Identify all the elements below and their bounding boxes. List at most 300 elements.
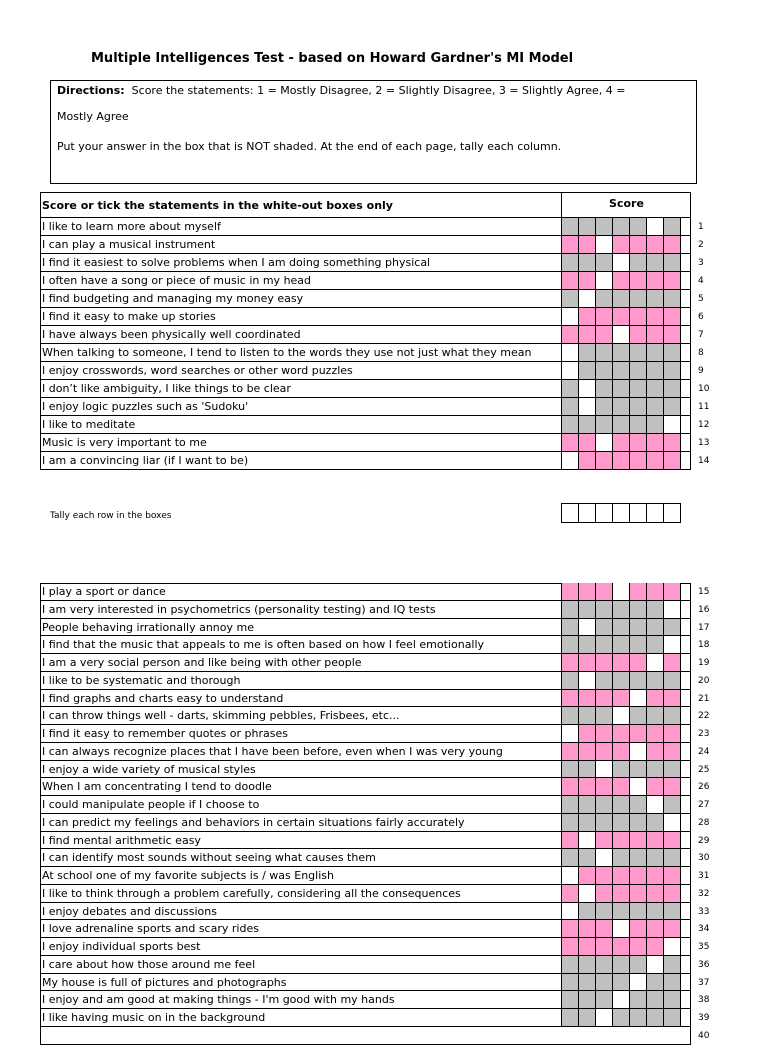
score-input-cell[interactable]: [562, 867, 579, 884]
row-number: 19: [698, 658, 710, 668]
row-number: 7: [698, 330, 704, 340]
shaded-cell: [613, 903, 630, 920]
table-row: [40, 956, 691, 974]
shaded-cell: [664, 849, 681, 866]
row-number: 10: [698, 384, 710, 394]
shaded-cell: [596, 778, 613, 795]
shaded-cell: [613, 814, 630, 831]
shaded-cell: [613, 218, 630, 235]
row-number: 15: [698, 587, 710, 597]
table-row: [40, 236, 691, 254]
shaded-cell: [647, 290, 664, 307]
score-cells: [561, 778, 681, 795]
shaded-cell: [579, 849, 596, 866]
table-row: [40, 725, 691, 743]
shaded-cell: [630, 956, 647, 973]
shaded-cell: [596, 344, 613, 361]
shaded-cell: [613, 1009, 630, 1026]
tally-box[interactable]: [664, 504, 681, 522]
score-input-cell[interactable]: [596, 236, 613, 253]
row-number: 6: [698, 312, 704, 322]
directions-line-1: [57, 84, 626, 97]
table-row: [40, 218, 691, 236]
shaded-cell: [562, 690, 579, 707]
shaded-cell: [664, 761, 681, 778]
shaded-cell: [630, 398, 647, 415]
shaded-cell: [613, 434, 630, 451]
score-cells: [561, 1009, 681, 1026]
shaded-cell: [647, 1009, 664, 1026]
shaded-cell: [630, 272, 647, 289]
shaded-cell: [664, 272, 681, 289]
table-row: [40, 690, 691, 708]
score-input-cell[interactable]: [630, 690, 647, 707]
score-input-cell[interactable]: [630, 743, 647, 760]
statement-text: I care about how those around me feel: [42, 957, 256, 971]
shaded-cell: [613, 849, 630, 866]
shaded-cell: [579, 867, 596, 884]
shaded-cell: [613, 272, 630, 289]
row-number: 32: [698, 888, 710, 899]
score-input-cell[interactable]: [613, 326, 630, 343]
score-cells: [561, 636, 681, 653]
statement-text: I enjoy crosswords, word searches or other word puzzles: [42, 364, 353, 377]
shaded-cell: [664, 743, 681, 760]
shaded-cell: [647, 725, 664, 742]
shaded-cell: [562, 380, 579, 397]
shaded-cell: [579, 761, 596, 778]
score-input-cell[interactable]: [664, 814, 681, 831]
shaded-cell: [613, 619, 630, 636]
table-row: [40, 290, 691, 308]
score-cells: [561, 956, 681, 973]
shaded-cell: [613, 956, 630, 973]
table-row: [40, 903, 691, 921]
score-cells: [561, 218, 681, 235]
shaded-cell: [613, 690, 630, 707]
shaded-cell: [613, 236, 630, 253]
shaded-cell: [613, 761, 630, 778]
statement-text: Music is very important to me: [42, 436, 207, 449]
statement-text: I don’t like ambiguity, I like things to be clear: [42, 382, 291, 395]
row-number: 31: [698, 871, 710, 881]
statement-text: I play a sport or dance: [42, 585, 166, 598]
shaded-cell: [579, 344, 596, 361]
shaded-cell: [630, 903, 647, 920]
shaded-cell: [596, 974, 613, 991]
shaded-cell: [630, 707, 647, 724]
shaded-cell: [613, 380, 630, 397]
statement-text: I find that the music that appeals to me is often based on how I feel emotionally: [42, 638, 485, 652]
shaded-cell: [630, 672, 647, 689]
score-input-cell[interactable]: [664, 938, 681, 955]
shaded-cell: [562, 236, 579, 253]
table-row: [40, 398, 691, 416]
row-number: 17: [698, 622, 710, 633]
score-input-cell[interactable]: [562, 452, 579, 469]
shaded-cell: [647, 778, 664, 795]
shaded-cell: [596, 885, 613, 902]
statement-text: I like to think through a problem carefully, considering all the consequences: [42, 886, 461, 900]
score-cells: [561, 672, 681, 689]
shaded-cell: [664, 672, 681, 689]
shaded-cell: [647, 434, 664, 451]
statement-text: I can play a musical instrument: [42, 238, 216, 251]
shaded-cell: [630, 583, 647, 600]
table-row: [40, 272, 691, 290]
shaded-cell: [664, 290, 681, 307]
shaded-cell: [647, 452, 664, 469]
score-cells: [561, 832, 681, 849]
shaded-cell: [664, 434, 681, 451]
score-input-cell[interactable]: [613, 583, 630, 600]
shaded-cell: [664, 867, 681, 884]
shaded-cell: [596, 832, 613, 849]
shaded-cell: [664, 236, 681, 253]
score-cells: [561, 974, 681, 991]
statement-text: I like having music on in the background: [42, 1011, 266, 1024]
score-cells: [561, 885, 681, 902]
score-input-cell[interactable]: [664, 636, 681, 653]
shaded-cell: [647, 849, 664, 866]
statement-text: I enjoy and am good at making things - I'm good with my hands: [42, 993, 395, 1007]
tally-box[interactable]: [630, 504, 647, 522]
shaded-cell: [596, 218, 613, 235]
shaded-cell: [630, 362, 647, 379]
shaded-cell: [596, 903, 613, 920]
statement-text: I find it easy to remember quotes or phrases: [42, 727, 288, 740]
shaded-cell: [562, 796, 579, 813]
score-cells: [561, 654, 681, 671]
score-input-cell[interactable]: [579, 290, 596, 307]
score-input-cell[interactable]: [579, 398, 596, 415]
shaded-cell: [562, 583, 579, 600]
row-number: 14: [698, 456, 710, 466]
shaded-cell: [630, 938, 647, 955]
score-input-cell[interactable]: [647, 956, 664, 973]
row-number: 13: [698, 438, 710, 448]
shaded-cell: [664, 725, 681, 742]
score-cells: [561, 796, 681, 813]
shaded-cell: [562, 434, 579, 451]
score-cells: [561, 601, 681, 618]
shaded-cell: [647, 938, 664, 955]
score-input-cell[interactable]: [664, 416, 681, 433]
tally-label: Tally each row in the boxes: [50, 511, 172, 521]
table-row: [40, 344, 691, 362]
shaded-cell: [630, 1009, 647, 1026]
shaded-cell: [630, 452, 647, 469]
shaded-cell: [664, 991, 681, 1008]
shaded-cell: [562, 636, 579, 653]
shaded-cell: [647, 380, 664, 397]
shaded-cell: [613, 636, 630, 653]
shaded-cell: [664, 362, 681, 379]
tally-box[interactable]: [613, 504, 630, 522]
shaded-cell: [562, 272, 579, 289]
shaded-cell: [664, 344, 681, 361]
statement-text: I could manipulate people if I choose to: [42, 798, 260, 811]
score-input-cell[interactable]: [613, 920, 630, 937]
shaded-cell: [647, 761, 664, 778]
score-column-header: Score: [609, 197, 644, 210]
score-cells: [561, 236, 681, 253]
shaded-cell: [630, 254, 647, 271]
score-input-cell[interactable]: [613, 254, 630, 271]
shaded-cell: [596, 254, 613, 271]
shaded-cell: [647, 254, 664, 271]
shaded-cell: [579, 601, 596, 618]
score-cells: [561, 991, 681, 1008]
score-input-cell[interactable]: [596, 849, 613, 866]
statement-text: I can identify most sounds without seeing what causes them: [42, 851, 376, 865]
shaded-cell: [579, 725, 596, 742]
tally-box[interactable]: [579, 504, 596, 522]
shaded-cell: [613, 938, 630, 955]
score-cells: [561, 362, 681, 379]
score-input-cell[interactable]: [562, 725, 579, 742]
statement-text: I love adrenaline sports and scary rides: [42, 922, 259, 936]
shaded-cell: [579, 236, 596, 253]
shaded-cell: [596, 380, 613, 397]
shaded-cell: [579, 920, 596, 937]
shaded-cell: [579, 272, 596, 289]
shaded-cell: [596, 362, 613, 379]
table-row: [40, 636, 691, 654]
score-input-cell[interactable]: [579, 885, 596, 902]
row-number: 22: [698, 711, 710, 722]
score-input-cell[interactable]: [579, 380, 596, 397]
shaded-cell: [562, 218, 579, 235]
shaded-cell: [596, 991, 613, 1008]
shaded-cell: [562, 849, 579, 866]
score-input-cell[interactable]: [579, 619, 596, 636]
score-input-cell[interactable]: [562, 903, 579, 920]
statement-text: I am very interested in psychometrics (personality testing) and IQ tests: [42, 602, 436, 616]
shaded-cell: [579, 903, 596, 920]
statement-text: I like to be systematic and thorough: [42, 673, 241, 687]
shaded-cell: [562, 290, 579, 307]
shaded-cell: [562, 832, 579, 849]
shaded-cell: [647, 619, 664, 636]
shaded-cell: [664, 1009, 681, 1026]
table-row: [40, 380, 691, 398]
table-row: [40, 938, 691, 956]
score-cells: [561, 583, 681, 600]
score-cells: [561, 326, 681, 343]
score-cells: [561, 761, 681, 778]
statement-text: I like to learn more about myself: [42, 220, 221, 233]
score-cells: [561, 416, 681, 433]
shaded-cell: [562, 619, 579, 636]
shaded-cell: [630, 416, 647, 433]
page-title: Multiple Intelligences Test - based on Howard Gardner's MI Model: [91, 51, 574, 66]
shaded-cell: [613, 398, 630, 415]
shaded-cell: [562, 1009, 579, 1026]
score-input-cell[interactable]: [630, 778, 647, 795]
shaded-cell: [562, 326, 579, 343]
row-number: 16: [698, 604, 710, 615]
shaded-cell: [664, 796, 681, 813]
score-input-cell[interactable]: [647, 796, 664, 813]
shaded-cell: [562, 814, 579, 831]
score-input-cell[interactable]: [562, 308, 579, 325]
table-row: [40, 654, 691, 672]
row-number: 2: [698, 240, 704, 250]
shaded-cell: [596, 672, 613, 689]
directions-line-2: Mostly Agree: [57, 110, 129, 123]
shaded-cell: [647, 903, 664, 920]
row-number: 28: [698, 817, 710, 828]
shaded-cell: [647, 920, 664, 937]
table-row: [40, 1009, 691, 1027]
shaded-cell: [613, 416, 630, 433]
shaded-cell: [596, 690, 613, 707]
row-number: 37: [698, 977, 710, 988]
score-cells: [561, 380, 681, 397]
shaded-cell: [596, 416, 613, 433]
score-cells: [561, 290, 681, 307]
shaded-cell: [630, 619, 647, 636]
statement-text: People behaving irrationally annoy me: [42, 620, 255, 634]
table-row: [40, 326, 691, 344]
shaded-cell: [613, 725, 630, 742]
score-input-cell[interactable]: [664, 601, 681, 618]
row-number: 40: [698, 1030, 710, 1041]
shaded-cell: [613, 308, 630, 325]
row-number: 3: [698, 258, 704, 268]
score-input-cell[interactable]: [562, 344, 579, 361]
shaded-cell: [630, 814, 647, 831]
score-input-cell[interactable]: [596, 1009, 613, 1026]
shaded-cell: [579, 434, 596, 451]
shaded-cell: [579, 326, 596, 343]
score-input-cell[interactable]: [647, 218, 664, 235]
shaded-cell: [613, 601, 630, 618]
shaded-cell: [647, 272, 664, 289]
shaded-cell: [664, 452, 681, 469]
shaded-cell: [647, 636, 664, 653]
shaded-cell: [562, 761, 579, 778]
shaded-cell: [579, 1009, 596, 1026]
shaded-cell: [579, 218, 596, 235]
shaded-cell: [630, 380, 647, 397]
score-input-cell[interactable]: [596, 761, 613, 778]
row-number: 18: [698, 640, 710, 651]
shaded-cell: [613, 867, 630, 884]
row-number: 24: [698, 746, 710, 757]
shaded-cell: [596, 956, 613, 973]
row-number: 27: [698, 800, 710, 810]
table-row: [40, 867, 691, 885]
row-number: 23: [698, 729, 710, 739]
statement-text: I enjoy debates and discussions: [42, 904, 217, 918]
shaded-cell: [579, 654, 596, 671]
row-number: 35: [698, 942, 710, 952]
shaded-cell: [596, 398, 613, 415]
score-input-cell[interactable]: [579, 672, 596, 689]
statement-text: My house is full of pictures and photographs: [42, 975, 287, 989]
shaded-cell: [562, 938, 579, 955]
shaded-cell: [647, 344, 664, 361]
table-header: [40, 192, 691, 218]
shaded-cell: [630, 434, 647, 451]
score-input-cell[interactable]: [596, 272, 613, 289]
shaded-cell: [647, 832, 664, 849]
score-cells: [561, 938, 681, 955]
statement-text: I find it easy to make up stories: [42, 310, 216, 323]
shaded-cell: [647, 308, 664, 325]
shaded-cell: [579, 707, 596, 724]
shaded-cell: [647, 398, 664, 415]
shaded-cell: [579, 308, 596, 325]
score-input-cell[interactable]: [630, 974, 647, 991]
score-cells: [561, 707, 681, 724]
table-row: [40, 672, 691, 690]
shaded-cell: [579, 974, 596, 991]
shaded-cell: [562, 974, 579, 991]
statement-text: I find it easiest to solve problems when I am doing something physical: [42, 256, 431, 269]
shaded-cell: [630, 832, 647, 849]
shaded-cell: [562, 601, 579, 618]
tally-box[interactable]: [562, 504, 579, 522]
score-cells: [561, 254, 681, 271]
shaded-cell: [630, 326, 647, 343]
shaded-cell: [562, 254, 579, 271]
shaded-cell: [664, 707, 681, 724]
shaded-cell: [613, 344, 630, 361]
score-input-cell[interactable]: [596, 434, 613, 451]
shaded-cell: [579, 452, 596, 469]
table-row: [40, 832, 691, 850]
shaded-cell: [647, 672, 664, 689]
shaded-cell: [647, 583, 664, 600]
shaded-cell: [664, 885, 681, 902]
directions-box: [50, 80, 697, 184]
shaded-cell: [613, 290, 630, 307]
score-input-cell[interactable]: [647, 654, 664, 671]
shaded-cell: [630, 725, 647, 742]
score-input-cell[interactable]: [579, 832, 596, 849]
shaded-cell: [630, 290, 647, 307]
shaded-cell: [664, 832, 681, 849]
table-row: [40, 920, 691, 938]
statement-text: I find graphs and charts easy to understand: [42, 691, 284, 705]
shaded-cell: [596, 601, 613, 618]
shaded-cell: [579, 743, 596, 760]
row-number: 20: [698, 675, 710, 686]
shaded-cell: [596, 636, 613, 653]
table-row: [40, 778, 691, 796]
tally-box[interactable]: [596, 504, 613, 522]
shaded-cell: [579, 938, 596, 955]
shaded-cell: [579, 956, 596, 973]
table-row: [40, 849, 691, 867]
table-row: [40, 707, 691, 725]
tally-box[interactable]: [647, 504, 664, 522]
shaded-cell: [596, 938, 613, 955]
row-number: 29: [698, 835, 710, 846]
statement-text: I like to meditate: [42, 418, 136, 431]
shaded-cell: [630, 601, 647, 618]
score-cells: [561, 308, 681, 325]
score-cells: [561, 619, 681, 636]
score-input-cell[interactable]: [562, 362, 579, 379]
tally-boxes: [561, 503, 681, 523]
score-input-cell[interactable]: [613, 707, 630, 724]
score-input-cell[interactable]: [613, 991, 630, 1008]
shaded-cell: [630, 236, 647, 253]
